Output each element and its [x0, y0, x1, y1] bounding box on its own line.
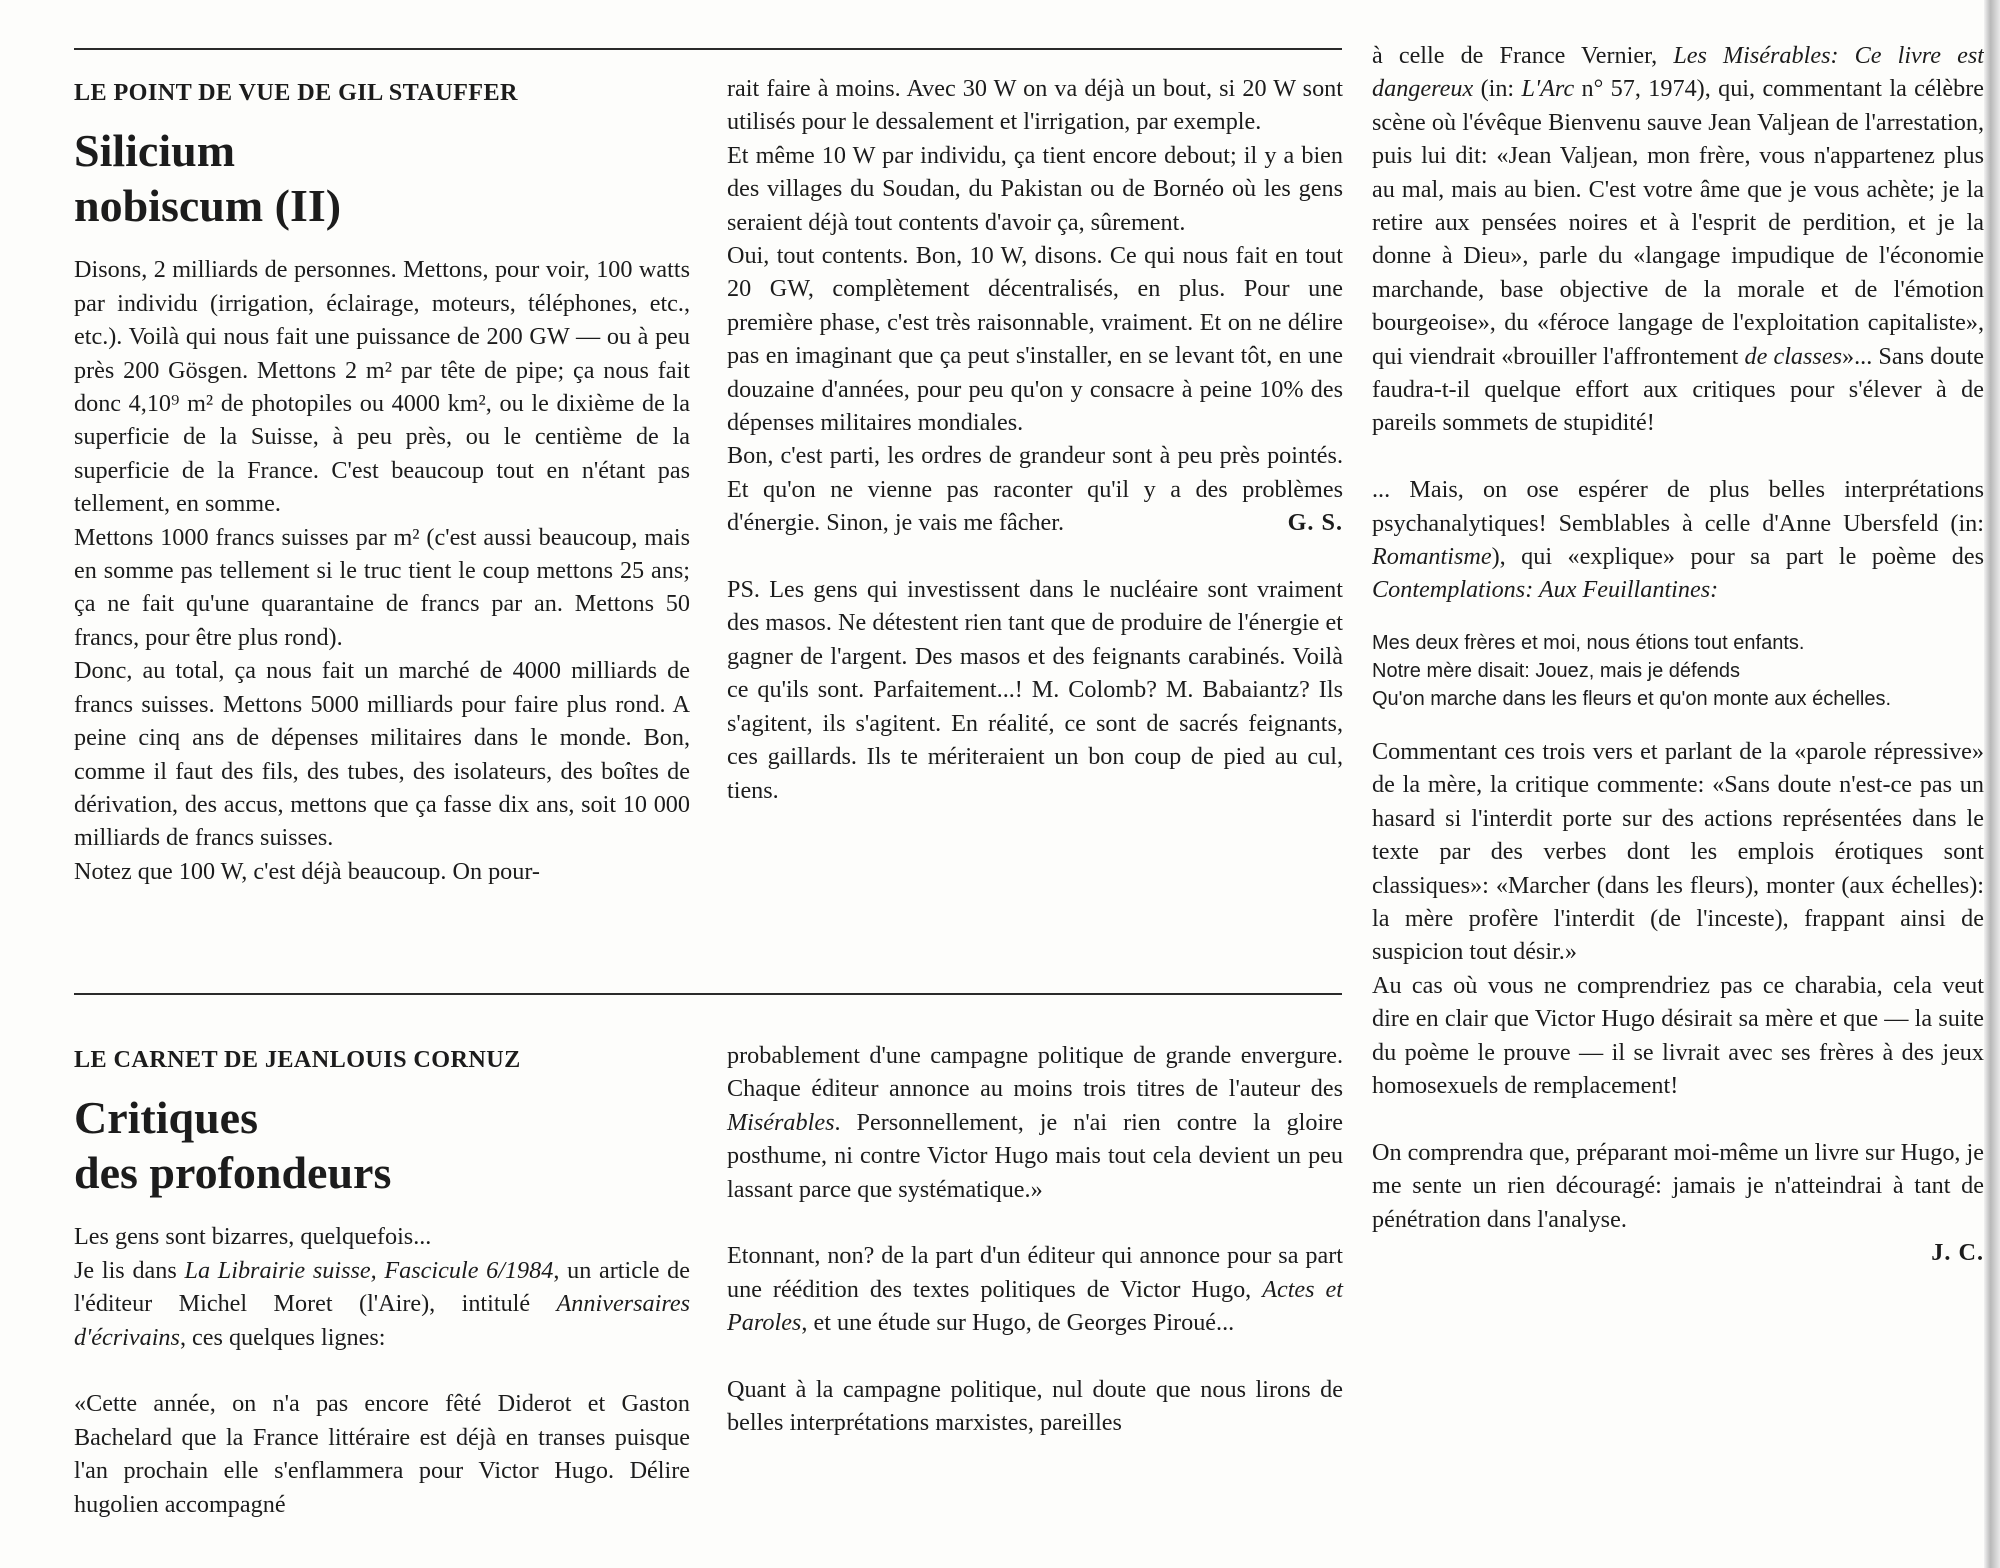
article2-paragraph: Quant à la campagne politique, nul doute que nous lirons de belles interprétations marxistes, pareilles — [727, 1376, 1343, 1437]
text-run: Etonnant, non? de la part d'un éditeur qui annonce pour sa part une réédition des textes politiques de Victor Hugo, — [727, 1242, 1343, 1303]
article2-column-3 — [1372, 39, 1984, 1269]
article1-paragraph: rait faire à moins. Avec 30 W on va déjà un bout, si 20 W sont utilisés pour le dessalement et l'irrigation, par exemple. — [727, 75, 1343, 136]
text-run: ), qui «explique» pour sa part le poème des — [1491, 543, 1984, 571]
article1-title-line2: nobiscum (II) — [74, 180, 342, 232]
article1-column-2 — [727, 72, 1343, 807]
article2-paragraph: Les gens sont bizarres, quelquefois... — [74, 1223, 432, 1251]
poem-line: Notre mère disait: Jouez, mais je défends — [1372, 659, 1740, 682]
italic-title: Anniversaires d'écrivains — [74, 1290, 690, 1351]
article1-closing-text: Bon, c'est parti, les ordres de grandeur sont à peu près pointés. Et qu'on ne vienne pas raconter qu'il y a des problèmes d'énergie. Sinon, je vais me fâcher. — [727, 442, 1343, 537]
article2-paragraph: Commentant ces trois vers et parlant de la «parole répressive» de la mère, la critique commente: «Sans doute n'est-ce pas un hasard si l'interdit porte sur des actions représentées dans le texte par des verbes dont les emplois érotiques sont classiques»: «Marcher (dans les fleurs), monter (aux échelles): la mère profère l'interdit (de l'inceste), frappant ainsi de suspicion tout désir.» — [1372, 737, 1984, 966]
article2-signature-line — [1372, 1236, 1984, 1269]
article2-title-line1: Critiques — [74, 1092, 258, 1144]
italic-title: Romantisme — [1372, 543, 1492, 571]
article2-quote: «Cette année, on n'a pas encore fêté Diderot et Gaston Bachelard que la France littéraire est déjà en transes puisque l'an prochain elle s'enflammera pour Victor Hugo. Délire hugolien accompagné — [74, 1390, 690, 1518]
italic-title: de classes — [1744, 342, 1842, 370]
poem-quote — [1372, 629, 1984, 713]
text-run: , ces quelques lignes: — [179, 1323, 386, 1351]
text-run: ... Mais, on ose espérer de plus belles interprétations psychanalytiques! Semblables à celle d'Anne Ubersfeld (in: — [1372, 476, 1984, 537]
article2-paragraph — [1372, 39, 1984, 440]
text-run: Je lis dans — [74, 1256, 185, 1284]
article1-kicker: LE POINT DE VUE DE GIL STAUFFER — [74, 79, 518, 106]
article1-title-line1: Silicium — [74, 125, 236, 177]
article2-paragraph — [727, 1239, 1343, 1339]
italic-title: La Librairie suisse, Fascicule 6/1984 — [184, 1256, 554, 1284]
article1-paragraph: Oui, tout contents. Bon, 10 W, disons. Ce qui nous fait en tout 20 GW, complètement décentralisés, en plus. Pour une première phase, c'est très raisonnable, vraiment. Et on ne délire pas en imaginant que ça peut s'installer, en se levant tôt, en une douzaine d'années, pour peu qu'on y consacre à peine 10% des dépenses militaires mondiales. — [727, 242, 1343, 437]
article2-column-2 — [727, 1039, 1343, 1440]
article1-paragraph: Donc, au total, ça nous fait un marché de 4000 milliards de francs suisses. Mettons 5000 milliards pour faire plus rond. A peine cinq ans de dépenses militaires dans le monde. Bon, comme il faut des fils, des tubes, des isolateurs, des boîtes de dérivation, des accus, mettons que ça fasse dix ans, soit 10 000 milliards de francs suisses. — [74, 657, 690, 852]
text-run: à celle de France Vernier, — [1372, 42, 1674, 69]
article1-paragraph — [727, 439, 1343, 539]
article2-paragraph: On comprendra que, préparant moi-même un livre sur Hugo, je me sente un rien découragé: jamais je n'atteindrai à tant de pénétration dans l'analyse. — [1372, 1138, 1984, 1233]
article1-paragraph: Notez que 100 W, c'est déjà beaucoup. On pour- — [74, 857, 540, 885]
article1-paragraph: Et même 10 W par individu, ça tient encore debout; il y a bien des villages du Soudan, du Pakistan ou de Bornéo où les gens seraient déjà tout contents d'avoir ça, sûrement. — [727, 141, 1343, 236]
poem-line: Qu'on marche dans les fleurs et qu'on monte aux échelles. — [1372, 687, 1892, 710]
text-run: probablement d'une campagne politique de grande envergure. Chaque éditeur annonce au moins trois titres de l'auteur des — [727, 1042, 1343, 1103]
article1-headline — [74, 123, 690, 233]
article2-kicker: LE CARNET DE JEANLOUIS CORNUZ — [74, 1046, 521, 1073]
text-run: , et une étude sur Hugo, de Georges Piroué... — [801, 1309, 1235, 1337]
article2-column-1 — [74, 1043, 690, 1521]
text-run: »... Sans doute faudra-t-il quelque effort aux critiques pour s'élever à de pareils sommets de stupidité! — [1372, 342, 1984, 437]
article1-signature: G. S. — [1287, 509, 1343, 537]
article2-paragraph — [1372, 473, 1984, 607]
italic-title: Misérables — [727, 1108, 835, 1136]
text-run: n° 57, 1974), qui, commentant la célèbre scène où l'évêque Bienvenu sauve Jean Valjean de l'arrestation, puis lui dit: «Jean Valjean, mon frère, vous n'appartenez plus au mal, mais au bien. C'est votre âme que je vous achète; je la retire aux pensées noires et à l'esprit de perdition, et je la donne à Dieu», parle du «langage impudique de l'économie marchande, base objective de la morale et de l'émotion bourgeoise», du «féroce langage de l'exploitation capitaliste», qui viendrait «brouiller l'affrontement — [1372, 75, 1984, 370]
article2-title-line2: des profondeurs — [74, 1147, 392, 1199]
poem-line: Mes deux frères et moi, nous étions tout enfants. — [1372, 631, 1805, 654]
italic-title: L'Arc — [1521, 75, 1575, 103]
article1-postscript: PS. Les gens qui investissent dans le nucléaire sont vraiment des masos. Ne détestent rien tant que de produire de l'énergie et gagner de l'argent. Des masos et des feignants carabinés. Voilà ce qu'ils sont. Parfaitement...! M. Colomb? M. Babaiantz? Ils s'agitent, ils s'agitent. En réalité, ce sont de sacrés feignants, ces gaillards. Ils te mériteraient un bon coup de pied au cul, tiens. — [727, 576, 1343, 804]
article2-headline — [74, 1090, 690, 1200]
italic-title: Actes et Paroles — [727, 1275, 1344, 1337]
middle-rule — [74, 993, 1342, 995]
text-run: , un article de l'éditeur Michel Moret (l'Aire), intitulé — [74, 1256, 690, 1318]
article1-paragraph: Mettons 1000 francs suisses par m² (c'est aussi beaucoup, mais en somme pas tellement si le truc tient le coup mettons 25 ans; ça ne fait qu'une quarantaine de francs par an. Mettons 50 francs, pour être plus rond). — [74, 523, 690, 651]
text-run: (in: — [1473, 75, 1522, 103]
article2-signature: J. C. — [1931, 1238, 1984, 1266]
top-rule — [74, 48, 1342, 50]
italic-title: Les Misérables: Ce livre est dangereux — [1372, 42, 1984, 103]
article2-paragraph: Au cas où vous ne comprendriez pas ce charabia, cela veut dire en clair que Victor Hugo désirait sa mère et que — la suite du poème le prouve — il se livrait avec ses frères à des jeux homosexuels de remplacement! — [1372, 971, 1984, 1099]
italic-title: Contemplations: Aux Feuillantines: — [1372, 576, 1719, 604]
article2-paragraph — [727, 1039, 1343, 1206]
article1-column-1 — [74, 76, 690, 888]
text-run: . Personnellement, je n'ai rien contre la gloire posthume, ni contre Victor Hugo mais tout cela devient un peu lassant parce que systématique.» — [727, 1108, 1343, 1203]
page-edge — [1984, 0, 2000, 1568]
article2-paragraph — [74, 1254, 690, 1354]
article1-paragraph: Disons, 2 milliards de personnes. Mettons, pour voir, 100 watts par individu (irrigation, éclairage, moteurs, téléphones, etc., etc.). Voilà qui nous fait une puissance de 200 GW — ou à peu près 200 Gösgen. Mettons 2 m² par tête de pipe; ça nous fait donc 4,10⁹ m² de photopiles ou 4000 km², ou le dixième de la superficie de la Suisse, à peu près, ou le centième de la superficie de la France. C'est beaucoup tout en n'étant pas tellement, en somme. — [74, 256, 690, 518]
